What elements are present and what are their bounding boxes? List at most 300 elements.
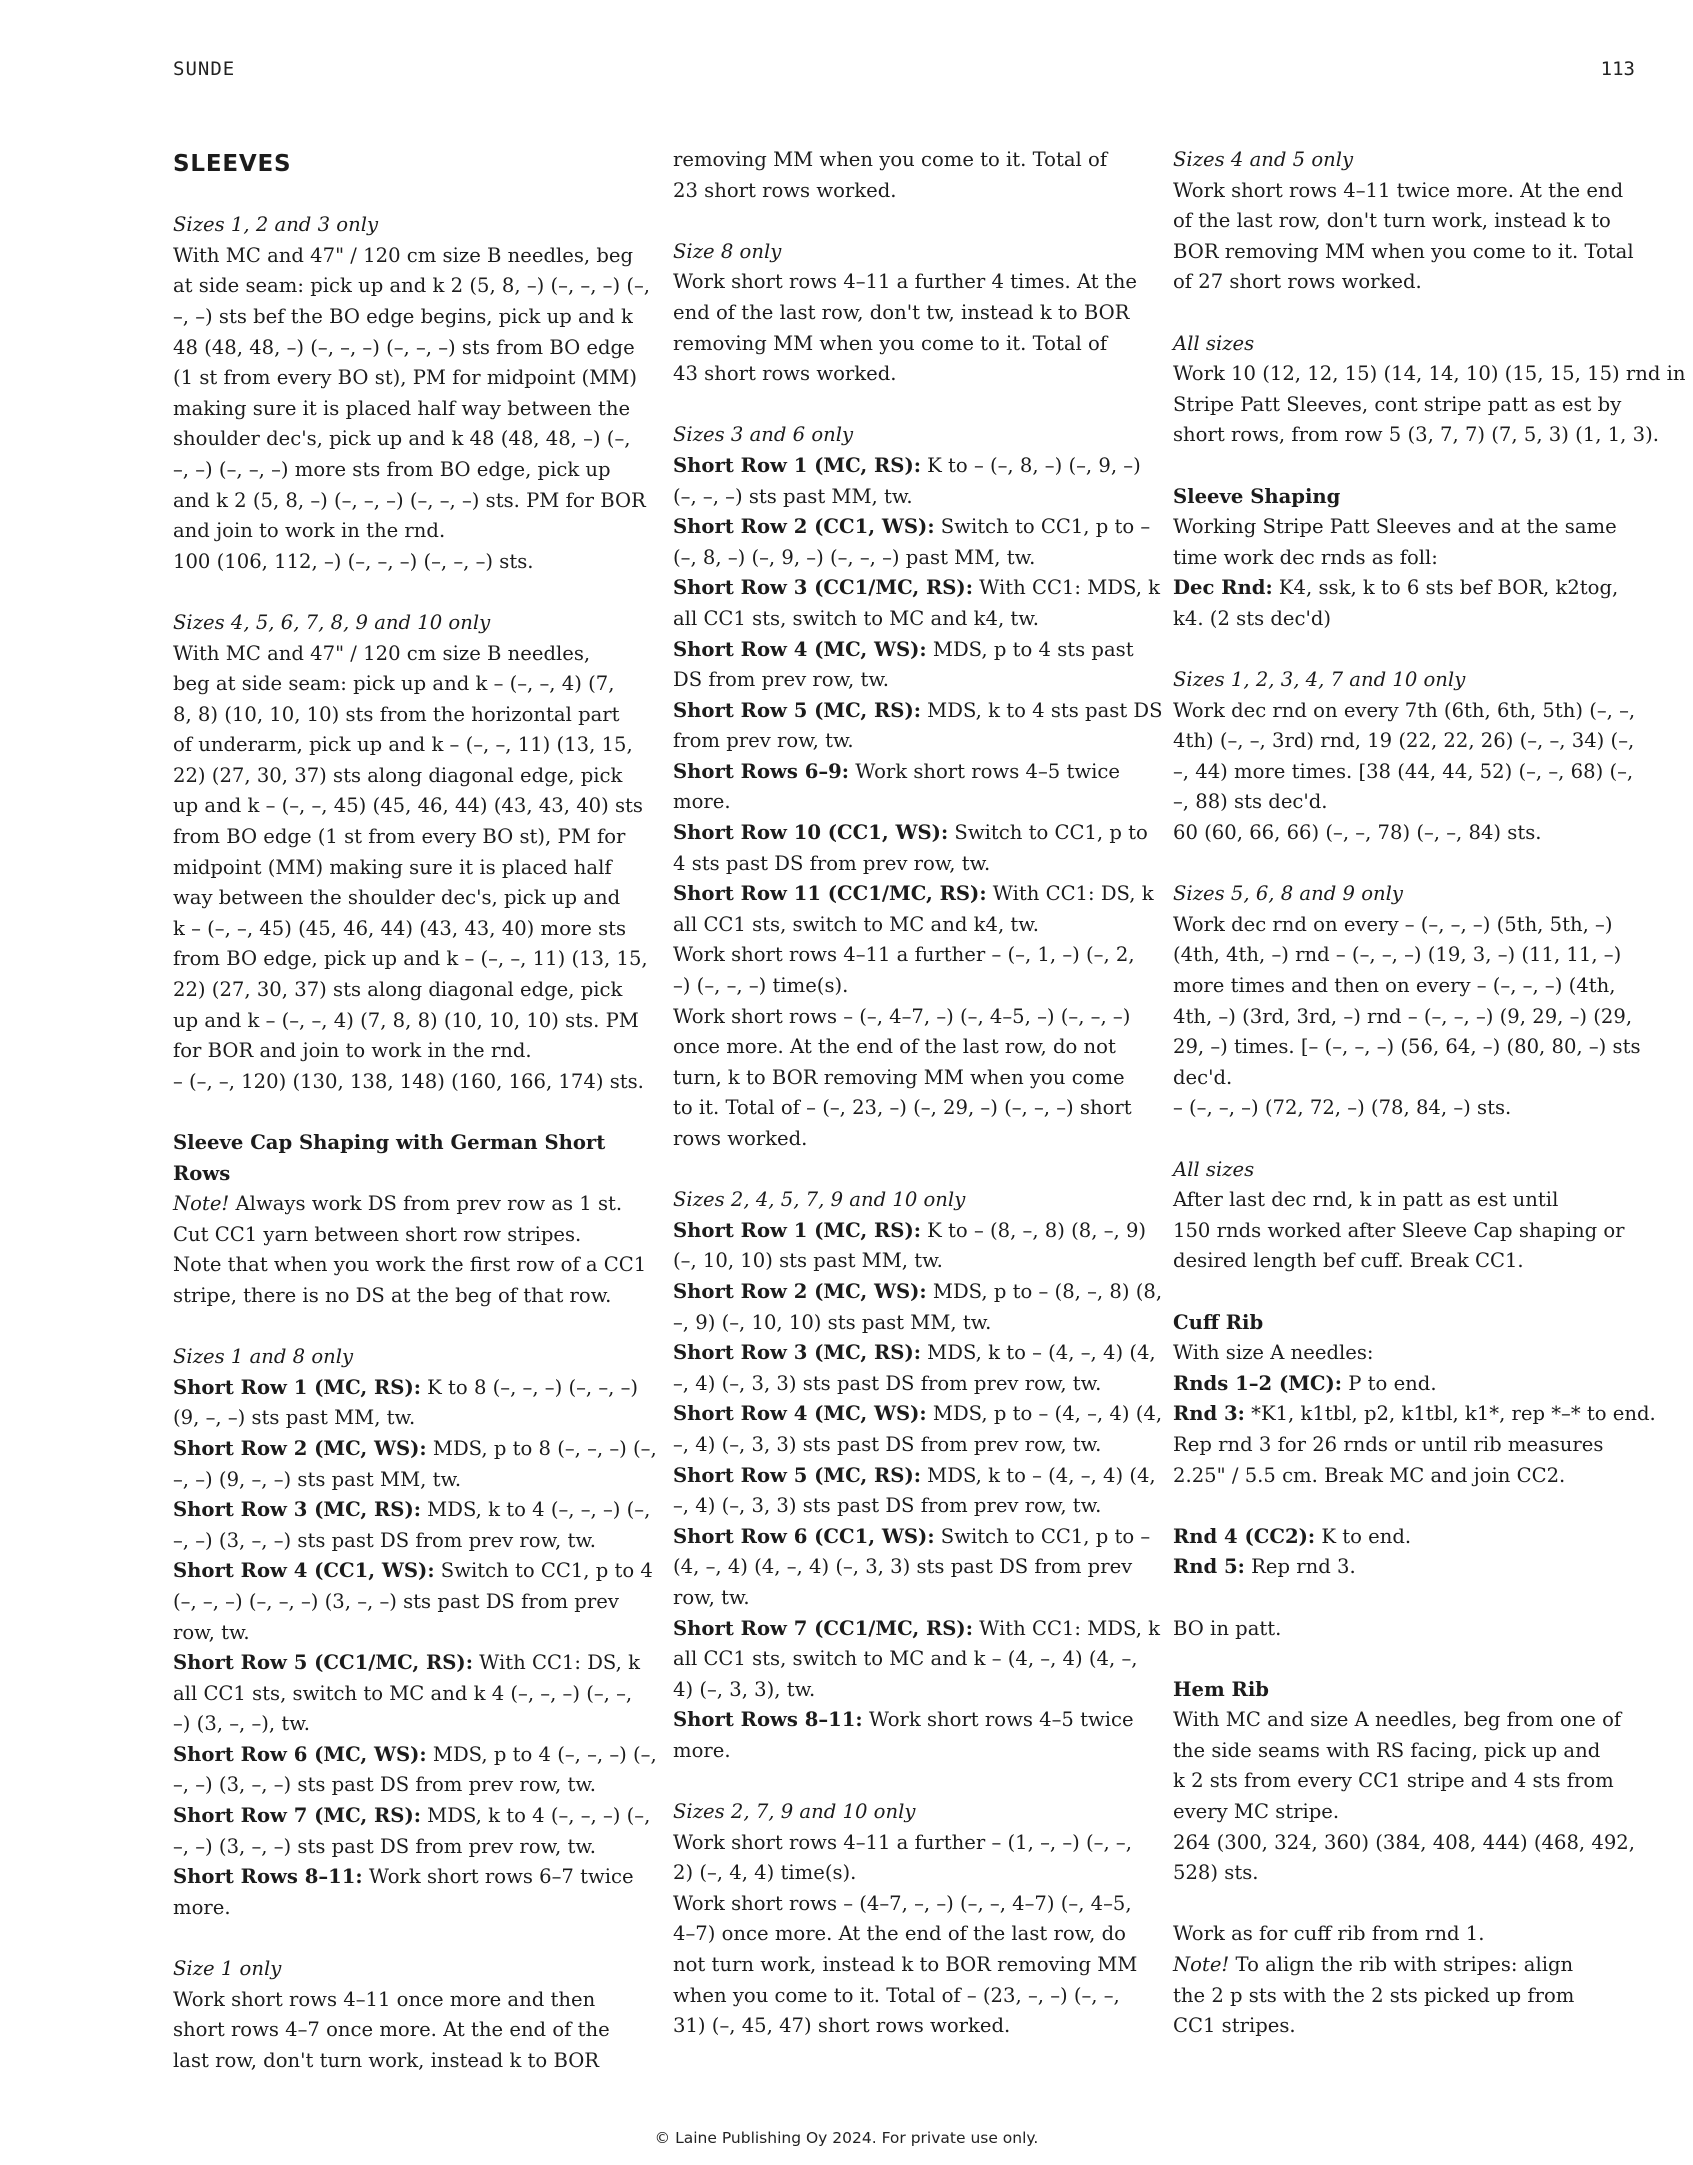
text-segment: for BOR and join to work in the rnd. [173,1039,532,1063]
text-segment: time work dec rnds as foll: [1173,545,1438,569]
text-segment: Work short rows 6–7 twice [362,1865,634,1889]
text-line [673,757,1128,788]
text-line [1173,1063,1628,1094]
text-line [1173,1093,1628,1124]
text-line [1173,206,1628,237]
text-line [673,726,1128,757]
bold-label: Cuff Rib [1173,1310,1264,1334]
text-segment: –, 4) (–, 3, 3) sts past DS from prev row, tw. [673,1494,1102,1518]
text-segment: MDS, p to 4 sts past [926,637,1134,661]
text-line [173,1679,633,1710]
text-line [1173,1308,1628,1339]
text-segment: removing MM when you come to it. Total of [673,331,1108,355]
bold-label: Short Row 7 (CC1/MC, RS): [673,1616,973,1640]
text-segment: the side seams with RS facing, pick up and [1173,1738,1601,1762]
text-segment: 150 rnds worked after Sleeve Cap shaping or [1173,1218,1625,1242]
text-segment: K to end. [1315,1524,1412,1548]
bold-label: Short Row 4 (MC, WS): [673,1402,927,1426]
text-line [673,696,1163,727]
text-line [1173,1552,1628,1583]
text-segment: desired length bef cuff. Break CC1. [1173,1249,1524,1273]
text-line [1173,512,1628,543]
text-line [673,1338,1156,1369]
text-segment: –, –) (9, –, –) sts past MM, tw. [173,1467,462,1491]
text-line [173,455,628,486]
bold-label: Short Row 1 (MC, RS): [173,1375,421,1399]
bold-label: Sleeve Shaping [1173,484,1341,508]
text-segment: 60 (60, 66, 66) (–, –, 78) (–, –, 84) sts. [1173,821,1542,845]
text-segment: 43 short rows worked. [673,362,897,386]
text-segment: from prev row, tw. [673,729,854,753]
text-line [173,1740,657,1771]
italic-text: Sizes 4, 5, 6, 7, 8, 9 and 10 only [173,610,491,634]
text-line [673,910,1128,941]
text-segment: beg at side seam: pick up and k – (–, –, 4) (7, [173,672,615,696]
text-line [1173,1216,1628,1247]
text-segment: Rep rnd 3 for 26 rnds or until rib measures [1173,1432,1604,1456]
text-segment: Work short rows – (–, 4–7, –) (–, 4–5, –) (–, –, –) [673,1004,1131,1028]
text-segment: – (–, –, –) (72, 72, –) (78, 84, –) sts. [1173,1096,1512,1120]
text-line [673,1797,1128,1828]
text-segment: from BO edge (1 st from every BO st), PM for [173,825,626,849]
text-line [173,1985,628,2016]
text-line [673,512,1151,543]
text-line [173,210,628,241]
sizes-2-4-5-7-9-10 [673,1185,1163,1766]
text-line [173,271,651,302]
text-line [1173,1185,1628,1216]
italic-text: Sizes 2, 7, 9 and 10 only [673,1800,916,1824]
text-line [173,1036,628,1067]
text-segment: more. [673,790,731,814]
text-line [673,1828,1132,1859]
text-line [173,1250,647,1281]
text-segment: all CC1 sts, switch to MC and k4, tw. [673,912,1039,936]
text-segment: –, 88) sts dec'd. [1173,790,1328,814]
text-line [1173,1338,1628,1369]
text-line [673,1124,1128,1155]
bold-label: Short Row 5 (CC1/MC, RS): [173,1651,473,1675]
cuff-rnd-4-5 [1173,1522,1628,1583]
text-line [1173,604,1628,635]
text-segment: to it. Total of – (–, 23, –) (–, 29, –) (–, –, –) short [673,1096,1132,1120]
text-segment: (4th, 4th, –) rnd – (–, –, –) (19, 3, –) (11, 11, –) [1173,943,1622,967]
text-segment: 29, –) times. [– (–, –, –) (56, 64, –) (80, 80, –) sts [1173,1035,1641,1059]
text-segment: and join to work in the rnd. [173,519,446,543]
text-line [673,1216,1147,1247]
text-line [1173,176,1628,207]
hem-rib-note [1173,1919,1628,2041]
text-segment: Work dec rnd on every – (–, –, –) (5th, 5th, –) [1173,912,1613,936]
text-line [1173,1002,1633,1033]
text-segment: –, 4) (–, 3, 3) sts past DS from prev row, tw. [673,1432,1102,1456]
text-segment: P to end. [1342,1371,1437,1395]
bind-off [1173,1614,1628,1645]
text-line [173,1495,651,1526]
text-segment: BO in patt. [1173,1616,1282,1640]
italic-text: Sizes 2, 4, 5, 7, 9 and 10 only [673,1188,966,1212]
text-segment: dec'd. [1173,1065,1233,1089]
text-segment: row, tw. [673,1585,750,1609]
text-line [673,482,1128,513]
text-segment: Switch to CC1, p to – [934,515,1151,539]
text-line [173,1465,628,1496]
text-segment: Stripe Patt Sleeves, cont stripe patt as est by [1173,392,1622,416]
text-line [173,2015,628,2046]
text-line [673,1583,1128,1614]
text-line [673,2011,1128,2042]
text-line [1173,1858,1628,1889]
text-line [1173,818,1628,849]
bold-label: Short Row 1 (MC, RS): [673,453,921,477]
text-segment: making sure it is placed half way between the [173,396,631,420]
text-segment: k – (–, –, 45) (45, 46, 44) (43, 43, 40) more sts [173,916,627,940]
all-sizes-length [1173,1155,1628,1277]
text-segment: (–, –, –) sts past MM, tw. [673,484,913,508]
text-line [173,1373,639,1404]
running-head: SUNDE [173,58,236,80]
text-segment: all CC1 sts, switch to MC and k4, tw. [673,606,1039,630]
text-segment: –, 44) more times. [38 (44, 44, 52) (–, –, 68) (–, [1173,759,1634,783]
text-segment: Work short rows 4–5 twice [862,1708,1134,1732]
text-segment: 4 sts past DS from prev row, tw. [673,851,991,875]
column-left [173,145,657,2076]
text-line [173,1403,628,1434]
text-segment: MDS, k to 4 (–, –, –) (–, [420,1804,651,1828]
text-line [673,1889,1132,1920]
bold-label: Short Rows 8–11: [173,1865,363,1889]
text-line [173,1281,628,1312]
text-line [173,1709,628,1740]
text-segment: K to – (8, –, 8) (8, –, 9) [920,1218,1147,1242]
text-segment: 22) (27, 30, 37) sts along diagonal edge, pick [173,763,623,787]
text-segment: –) (–, –, –) time(s). [673,974,849,998]
page-number: 113 [1600,58,1635,80]
text-line [173,669,628,700]
text-segment: shoulder dec's, pick up and k 48 (48, 48, –) (–, [173,427,631,451]
bold-label: Short Row 5 (MC, RS): [673,1463,921,1487]
text-line [173,302,633,333]
text-line [1173,329,1628,360]
text-line [673,1185,1128,1216]
text-segment: end of the last row, don't tw, instead k to BOR [673,300,1130,324]
text-segment: *K1, k1tbl, p2, k1tbl, k1*, rep *–* to end. [1244,1402,1656,1426]
text-line [1173,1828,1636,1859]
text-line [1173,1675,1628,1706]
italic-text: Sizes 3 and 6 only [673,423,854,447]
text-line [173,791,643,822]
sizes-4-and-5 [1173,145,1634,298]
text-segment: –, –) (3, –, –) sts past DS from prev row, tw. [173,1528,597,1552]
text-segment: 100 (106, 112, –) (–, –, –) (–, –, –) sts. [173,549,534,573]
text-line [673,176,1128,207]
bold-label: Short Row 3 (MC, RS): [173,1498,421,1522]
text-segment: (4, –, 4) (4, –, 4) (–, 3, 3) sts past DS from prev [673,1555,1133,1579]
text-segment: Working Stripe Patt Sleeves and at the same [1173,515,1617,539]
text-line [673,1705,1134,1736]
text-segment: (9, –, –) sts past MM, tw. [173,1406,416,1430]
text-segment: 48 (48, 48, –) (–, –, –) (–, –, –) sts from BO edge [173,335,635,359]
text-line [1173,1155,1628,1186]
text-line [673,145,1128,176]
text-segment: Work short rows 4–11 a further 4 times. At the [673,270,1138,294]
text-segment: more times and then on every – (–, –, –) (4th, [1173,974,1616,998]
italic-text: Sizes 1 and 8 only [173,1345,354,1369]
bold-label: Short Row 2 (CC1, WS): [673,515,935,539]
text-line [1173,1032,1641,1063]
text-line [673,787,1128,818]
text-segment: MDS, k to 4 sts past DS [920,698,1163,722]
text-line [673,1858,1128,1889]
text-segment: Work short rows – (4–7, –, –) (–, –, 4–7) (–, 4–5, [673,1891,1132,1915]
text-segment: Rep rnd 3. [1244,1555,1356,1579]
text-line [673,1614,1161,1645]
text-segment: 4th) (–, –, 3rd) rnd, 19 (22, 22, 26) (–, –, 34) (–, [1173,729,1635,753]
text-line [1173,1736,1628,1767]
text-line [1173,420,1659,451]
text-line [673,1919,1128,1950]
text-line [173,2046,628,2077]
sizes-2-7-9-10 [673,1797,1138,2042]
text-segment: short rows, from row 5 (3, 7, 7) (7, 5, 3) (1, 1, 3). [1173,423,1659,447]
text-line [1173,1461,1628,1492]
text-line [673,1246,1128,1277]
bold-label: Short Row 3 (CC1/MC, RS): [673,576,973,600]
text-segment: of underarm, pick up and k – (–, –, 11) (13, 15, [173,733,633,757]
text-line [673,1981,1128,2012]
text-segment: the 2 p sts with the 2 sts picked up from [1173,1983,1575,2007]
text-line [673,1369,1128,1400]
text-segment: 4–7) once more. At the end of the last row, do [673,1922,1126,1946]
text-line [1173,1766,1628,1797]
bold-label: Short Rows 6–9: [673,759,850,783]
text-segment: (–, 8, –) (–, 9, –) (–, –, –) past MM, tw. [673,545,1036,569]
footer-copyright: © Laine Publishing Oy 2024. For private use only. [654,2129,1039,2147]
text-line [173,241,634,272]
text-line [673,1461,1156,1492]
text-line [673,1491,1128,1522]
text-segment: Work short rows 4–11 once more and then [173,1987,596,2011]
text-segment: and k 2 (5, 8, –) (–, –, –) (–, –, –) sts. PM for BOR [173,488,646,512]
sizes-5-6-8-9 [1173,879,1641,1124]
section-title: SLEEVES [173,151,292,177]
text-segment: With size A needles: [1173,1341,1374,1365]
text-line [173,547,628,578]
text-line [173,1648,640,1679]
text-line [1173,910,1628,941]
text-line [173,363,637,394]
text-segment: Switch to CC1, p to – [934,1524,1151,1548]
text-segment: of the last row, don't turn work, instead k to [1173,209,1611,233]
bold-label: Short Row 1 (MC, RS): [673,1218,921,1242]
size-8-only [673,237,1138,390]
text-line [673,1032,1128,1063]
column-middle [673,145,1163,2042]
text-segment: Work short rows 4–11 a further – (1, –, –) (–, –, [673,1830,1132,1854]
text-segment: After last dec rnd, k in patt as est until [1173,1188,1559,1212]
italic-text: Sizes 4 and 5 only [1173,148,1354,171]
text-segment: once more. At the end of the last row, do not [673,1035,1116,1059]
text-segment: BOR removing MM when you come to it. Total [1173,239,1634,263]
text-line [173,1770,628,1801]
text-line [673,818,1148,849]
text-segment: – (–, –, 120) (130, 138, 148) (160, 166, 174) sts. [173,1069,644,1093]
text-line [173,761,628,792]
text-segment: With MC and 47" / 120 cm size B needles, [173,641,591,665]
text-segment: all CC1 sts, switch to MC and k 4 (–, –, –) (–, –, [173,1681,633,1705]
text-line [673,329,1128,360]
text-line [173,1618,628,1649]
bold-label: Rnds 1–2 (MC): [1173,1371,1343,1395]
text-segment: MDS, p to – (8, –, 8) (8, [926,1279,1163,1303]
text-line [1173,1614,1628,1645]
text-line [673,267,1138,298]
text-line [1173,879,1628,910]
text-segment: all CC1 sts, switch to MC and k – (4, –, 4) (4, –, [673,1647,1138,1671]
text-segment: way between the shoulder dec's, pick up and [173,886,621,910]
text-line [173,1556,653,1587]
text-segment: 4) (–, 3, 3), tw. [673,1677,816,1701]
text-line [673,1277,1163,1308]
italic-text: Size 1 only [173,1957,282,1981]
text-line [1173,1522,1628,1553]
text-line [673,849,1128,880]
text-line [673,573,1161,604]
text-segment: more. [173,1895,231,1919]
bold-label: Short Row 5 (MC, RS): [673,698,921,722]
text-line [173,639,628,670]
text-segment: 264 (300, 324, 360) (384, 408, 444) (468, 492, [1173,1830,1636,1854]
sizes-1-2-3 [173,210,651,577]
text-line [1173,543,1628,574]
sleeve-shaping [1173,482,1628,635]
text-segment: With CC1: DS, k [472,1651,640,1675]
italic-text: All sizes [1173,1157,1255,1181]
text-line [173,1189,628,1220]
text-line [173,1067,644,1098]
bold-label: Short Row 7 (MC, RS): [173,1804,421,1828]
text-segment: removing MM when you come to it. Total of [673,148,1108,171]
text-line [173,944,648,975]
text-segment: Work 10 (12, 12, 15) (14, 14, 10) (15, 15, 15) rnd in [1173,362,1686,386]
text-segment: To align the rib with stripes: align [1229,1953,1574,1977]
bold-label: Rnd 5: [1173,1555,1245,1579]
bold-label: Short Row 2 (MC, WS): [673,1279,927,1303]
italic-text: Note! [173,1192,230,1216]
text-line [173,486,646,517]
text-line [673,1002,1131,1033]
text-line [173,1342,628,1373]
text-line [1173,787,1628,818]
text-line [173,394,631,425]
text-line [673,237,1128,268]
text-line [1173,940,1628,971]
text-line [1173,1797,1628,1828]
bold-label: Short Row 6 (MC, WS): [173,1742,427,1766]
text-line [1173,1369,1628,1400]
text-line [1173,971,1628,1002]
text-line [1173,1246,1628,1277]
text-segment: DS from prev row, tw. [673,668,889,692]
text-line [173,333,635,364]
italic-text: Sizes 1, 2, 3, 4, 7 and 10 only [1173,668,1466,692]
text-line [1173,1919,1628,1950]
text-segment: (1 st from every BO st), PM for midpoint (MM) [173,366,637,390]
text-segment: up and k – (–, –, 45) (45, 46, 44) (43, 43, 40) sts [173,794,643,818]
text-segment: 2) (–, 4, 4) time(s). [673,1861,857,1885]
text-line [673,298,1128,329]
bold-label: Short Row 2 (MC, WS): [173,1436,427,1460]
text-segment: Work short rows 4–11 twice more. At the end [1173,178,1624,202]
text-segment: –, –) (3, –, –) sts past DS from prev row, tw. [173,1773,597,1797]
text-segment: –, 4) (–, 3, 3) sts past DS from prev row, tw. [673,1371,1102,1395]
text-segment: Switch to CC1, p to [948,821,1148,845]
text-segment: midpoint (MM) making sure it is placed half [173,855,612,879]
text-line [1173,1950,1628,1981]
text-line [173,1434,657,1465]
bold-label: Short Row 11 (CC1/MC, RS): [673,882,987,906]
italic-text: Sizes 5, 6, 8 and 9 only [1173,882,1403,906]
bold-label: Rnd 3: [1173,1402,1245,1426]
text-segment: MDS, k to 4 (–, –, –) (–, [420,1498,651,1522]
text-line [673,451,1141,482]
text-segment: every MC stripe. [1173,1800,1340,1824]
text-line [1173,1399,1656,1430]
text-segment: k4. (2 sts dec'd) [1173,606,1332,630]
text-line [673,543,1128,574]
text-line [173,1128,628,1159]
text-line [1173,726,1635,757]
bold-label: Hem Rib [1173,1677,1269,1701]
column-right [1173,145,1686,2042]
text-segment: not turn work, instead k to BOR removing MM [673,1953,1138,1977]
text-line [673,359,1128,390]
text-segment: stripe, there is no DS at the beg of that row. [173,1283,612,1307]
text-segment: –, 9) (–, 10, 10) sts past MM, tw. [673,1310,992,1334]
text-line [673,1430,1128,1461]
text-line [173,424,631,455]
text-line [173,914,628,945]
bold-label: Short Row 4 (CC1, WS): [173,1559,435,1583]
text-segment: With CC1: DS, k [986,882,1154,906]
bold-label: Short Rows 8–11: [673,1708,863,1732]
text-line [673,420,1128,451]
text-line [173,1006,639,1037]
text-line [173,608,628,639]
italic-text: All sizes [1173,331,1255,355]
text-line [173,516,628,547]
text-line [673,1950,1138,1981]
sizes-1-and-8 [173,1342,657,1923]
text-segment: at side seam: pick up and k 2 (5, 8, –) (–, –, –) (–, [173,274,651,298]
text-segment: when you come to it. Total of – (23, –, –) (–, –, [673,1983,1120,2007]
text-line [673,604,1128,635]
text-line [673,1093,1132,1124]
text-line [1173,2011,1628,2042]
bold-label: Short Row 6 (CC1, WS): [673,1524,935,1548]
text-segment: Always work DS from prev row as 1 st. [229,1192,623,1216]
text-segment: MDS, k to – (4, –, 4) (4, [920,1463,1156,1487]
text-segment: from BO edge, pick up and k – (–, –, 11) (13, 15, [173,947,648,971]
text-segment: 4th, –) (3rd, 3rd, –) rnd – (–, –, –) (9, 29, –) (29, [1173,1004,1633,1028]
text-segment: 23 short rows worked. [673,178,897,202]
text-segment: (–, 10, 10) sts past MM, tw. [673,1249,943,1273]
text-line [673,1736,1128,1767]
text-line [1173,573,1628,604]
text-line [173,853,628,884]
text-segment: Note that when you work the first row of a CC1 [173,1253,647,1277]
text-segment: row, tw. [173,1620,250,1644]
